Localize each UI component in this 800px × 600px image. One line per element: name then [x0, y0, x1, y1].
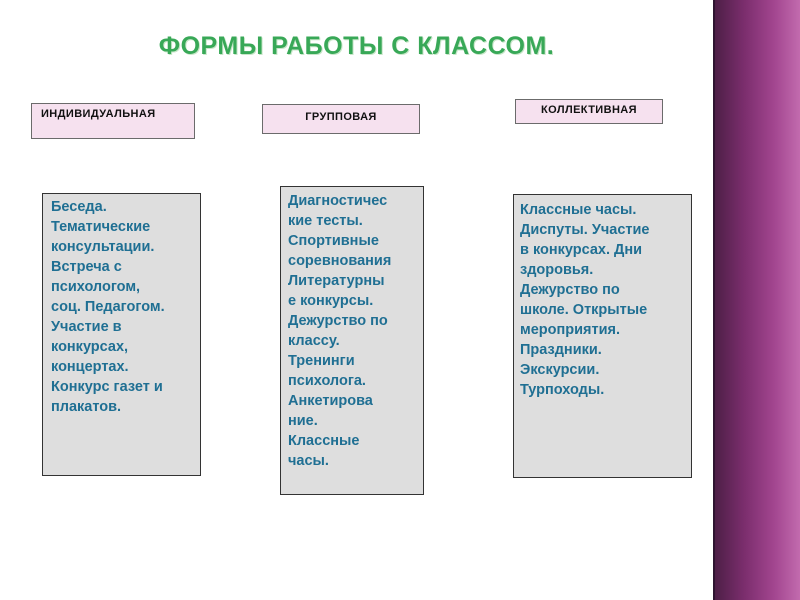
content-line: классу. — [288, 333, 340, 349]
content-line: Беседа. — [51, 199, 107, 215]
content-line: кие тесты. — [288, 213, 363, 229]
content-line: психолога. — [288, 373, 366, 389]
content-line: Диагностичес — [288, 193, 388, 209]
content-line: Тематические — [51, 219, 151, 235]
content-line: консультации. — [51, 239, 155, 255]
content-line: Анкетирова — [288, 393, 373, 409]
content-line: Тренинги — [288, 353, 355, 369]
content-line: Встреча с — [51, 259, 122, 275]
content-box-collective — [513, 194, 692, 478]
content-line: соревнования — [288, 253, 392, 269]
content-line: Дежурство по — [520, 282, 620, 298]
content-line: Диспуты. Участие — [520, 222, 650, 238]
content-line: Экскурсии. — [520, 362, 600, 378]
content-line: Классные часы. — [520, 202, 637, 218]
category-label-group: ГРУППОВАЯ — [262, 104, 420, 134]
content-line: Дежурство по — [288, 313, 388, 329]
content-line: соц. Педагогом. — [51, 299, 165, 315]
slide-title: ФОРМЫ РАБОТЫ С КЛАССОМ. — [158, 32, 555, 60]
content-line: часы. — [288, 453, 329, 469]
content-line: е конкурсы. — [288, 293, 374, 309]
content-line: Участие в — [51, 319, 122, 335]
content-line: концертах. — [51, 359, 129, 375]
content-line: Конкурс газет и — [51, 379, 163, 395]
category-label-collective: КОЛЛЕКТИВНАЯ — [515, 99, 663, 124]
content-line: в конкурсах. Дни — [520, 242, 643, 258]
content-line: психологом, — [51, 279, 141, 295]
decorative-side-band — [713, 0, 800, 600]
content-line: мероприятия. — [520, 322, 620, 338]
content-line: плакатов. — [51, 399, 122, 415]
content-line: Турпоходы. — [520, 382, 605, 398]
content-line: Спортивные — [288, 233, 379, 249]
content-box-group — [280, 186, 424, 495]
content-line: Праздники. — [520, 342, 602, 358]
content-line: Классные — [288, 433, 360, 449]
content-line: конкурсах, — [51, 339, 129, 355]
content-line: здоровья. — [520, 262, 594, 278]
content-line: школе. Открытые — [520, 302, 648, 318]
category-label-individual: ИНДИВИДУАЛЬНАЯ — [31, 103, 195, 139]
content-line: Литературны — [288, 273, 385, 289]
content-line: ние. — [288, 413, 318, 429]
content-box-individual — [42, 193, 201, 476]
